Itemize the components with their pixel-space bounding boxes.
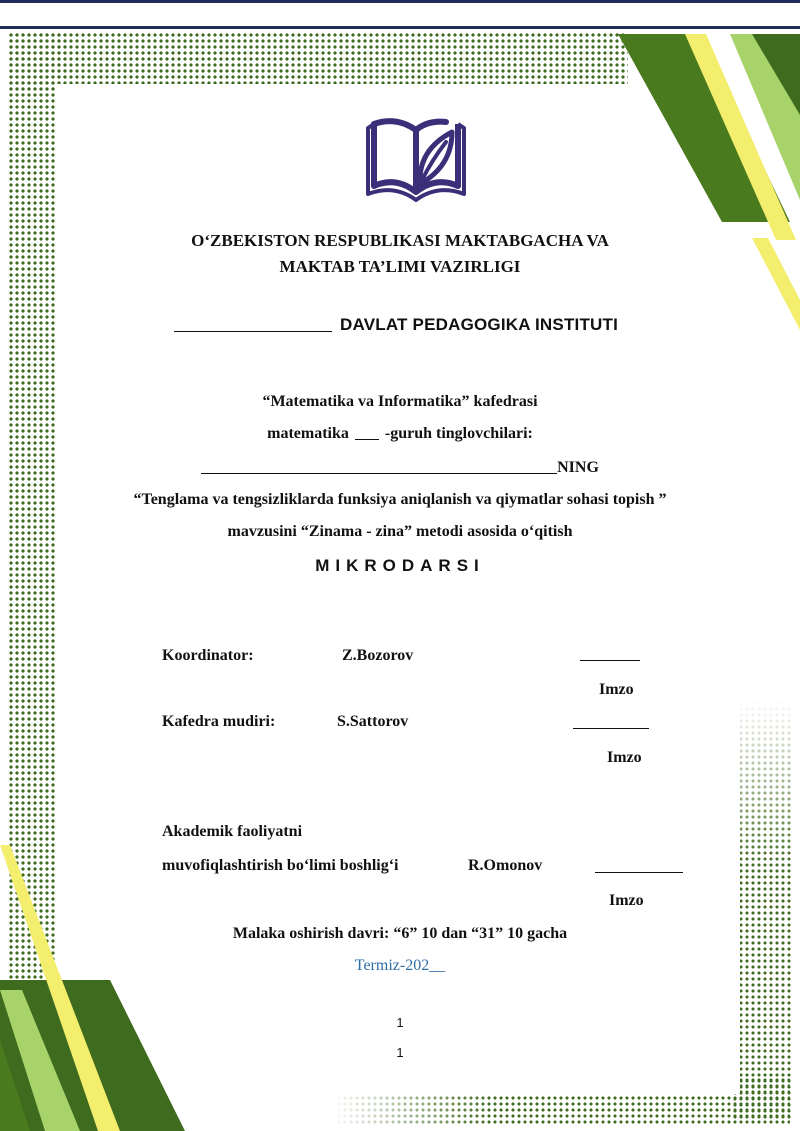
institute-name: DAVLAT PEDAGOGIKA INSTITUTI (340, 315, 619, 334)
group-line (60, 425, 740, 443)
signature-line-coordinator (580, 660, 640, 661)
signature-role-coordinator: Koordinator: (162, 647, 254, 664)
signature-name-head: S.Sattorov (337, 713, 409, 730)
book-leaf-logo-icon (366, 110, 466, 202)
department-line: “Matematika va Informatika” kafedrasi (262, 393, 538, 410)
ning-suffix: NING (557, 459, 599, 476)
topic-line-2: mavzusini “Zinama - zina” metodi asosida o‘qitish (227, 523, 573, 540)
signature-label-coordinator: Imzo (599, 681, 634, 698)
stripe-right-yellow-small (752, 238, 800, 330)
signature-line-head (573, 728, 649, 729)
group-number-blank (355, 425, 379, 440)
training-period: Malaka oshirish davri: “6” 10 dan “31” 10 gacha (232, 925, 568, 942)
signature-role-head: Kafedra mudiri: (162, 713, 276, 730)
signature-label-academic: Imzo (609, 892, 644, 909)
signature-role-academic-line-1: Akademik faoliyatni (162, 823, 303, 840)
signature-name-academic: R.Omonov (468, 857, 543, 874)
ministry-title (100, 228, 700, 280)
document-type-title: MIKRODARSI (315, 556, 485, 575)
group-prefix: matematika (267, 425, 349, 442)
signature-role-academic-line-2: muvofiqlashtirish bo‘limi boshlig‘i (162, 857, 399, 874)
ning-line (60, 457, 740, 477)
signature-line-academic (595, 872, 683, 873)
institute-name-blank (174, 313, 332, 332)
signature-label-head: Imzo (607, 749, 642, 766)
topic-line-1: “Tenglama va tengsizliklarda funksiya aniqlanish va qiymatlar sohasi topish ” (133, 491, 667, 508)
city-year: Termiz-202__ (354, 957, 446, 974)
ministry-line-2: MAKTAB TA’LIMI VAZIRLIGI (279, 257, 521, 276)
group-suffix: -guruh tinglovchilari: (384, 425, 533, 442)
institute-title (174, 313, 618, 335)
signature-name-coordinator: Z.Bozorov (342, 647, 414, 664)
ministry-line-1: O‘ZBEKISTON RESPUBLIKASI MAKTABGACHA VA (191, 231, 609, 250)
name-blank (201, 457, 557, 474)
page-number-2: 1 (396, 1045, 404, 1060)
page-number-1: 1 (396, 1015, 404, 1030)
